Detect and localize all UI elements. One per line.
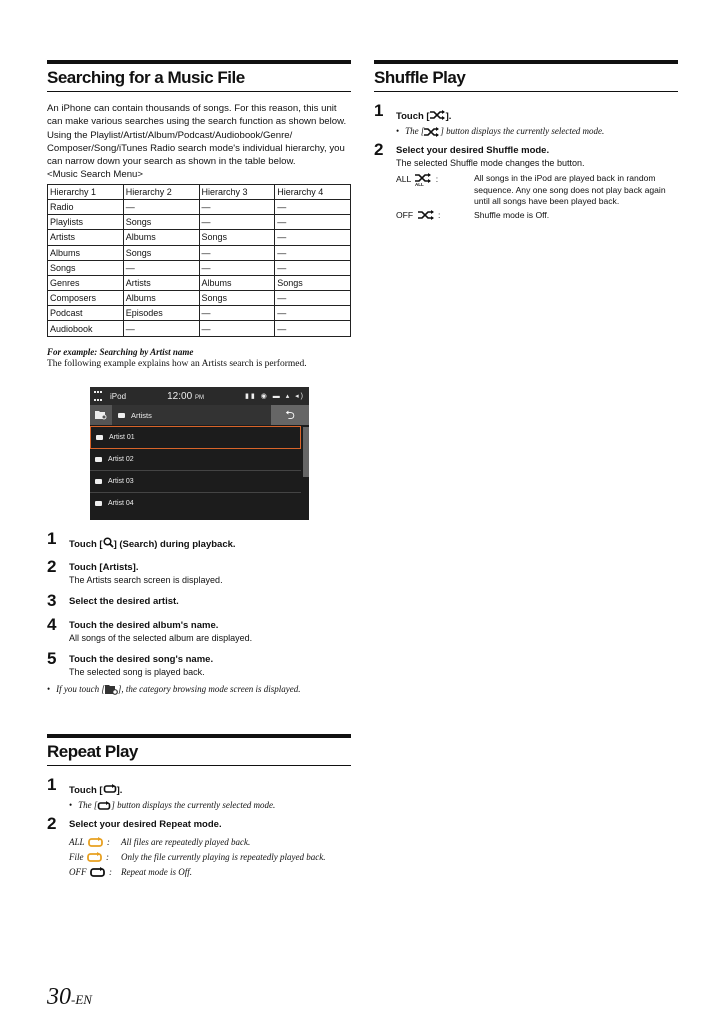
table-cell: Radio	[48, 199, 124, 214]
hierarchy-table	[47, 184, 351, 337]
table-cell: Albums	[199, 275, 275, 290]
repeat-off-icon	[89, 867, 107, 879]
table-row	[48, 199, 351, 214]
repeat-section-header	[47, 734, 351, 766]
right-column	[374, 60, 678, 223]
table-cell: —	[199, 321, 275, 336]
search-icon	[103, 537, 114, 548]
shuffle-mode-all: ALL ALL : All songs in the iPod are played back in random sequence. Any one song does not play back again until all songs have been played back.	[396, 173, 666, 206]
shuffle-step-1-note: • The [ ] button displays the currently selected mode.	[396, 126, 605, 136]
repeat-step-2: 2 Select your desired Repeat mode.	[47, 814, 222, 833]
table-cell: Songs	[123, 215, 199, 230]
page-number: 30-EN	[47, 984, 92, 1010]
repeat-section-title: Repeat Play	[47, 742, 138, 761]
repeat-all-icon	[87, 837, 105, 849]
table-cell: —	[275, 306, 351, 321]
shuffle-icon	[424, 127, 440, 137]
menu-grid-icon[interactable]	[94, 391, 102, 401]
search-section-title: Searching for a Music File	[47, 68, 245, 87]
table-cell: Podcast	[48, 306, 124, 321]
source-label: iPod	[110, 391, 127, 401]
table-cell: Artists	[48, 230, 124, 245]
ipod-artists-screen	[90, 387, 309, 520]
table-cell: —	[275, 321, 351, 336]
table-cell: Albums	[123, 230, 199, 245]
table-cell: —	[199, 260, 275, 275]
example-description: The following example explains how an Artists search is performed.	[47, 358, 307, 369]
folder-icon	[96, 435, 103, 440]
table-cell: —	[199, 215, 275, 230]
shuffle-section-header	[374, 60, 678, 92]
table-cell: —	[275, 199, 351, 214]
table-row	[48, 260, 351, 275]
music-search-menu-label: <Music Search Menu>	[47, 169, 143, 181]
repeat-step-1: 1 Touch [ ]. • The [ ] button displays the currently selected mode.	[47, 775, 276, 810]
table-header-cell: Hierarchy 3	[199, 184, 275, 199]
breadcrumb-bar	[90, 405, 309, 425]
table-cell: Episodes	[123, 306, 199, 321]
folder-icon	[95, 501, 102, 506]
table-row	[48, 321, 351, 336]
search-step-2: 2 Touch [Artists]. The Artists search screen is displayed.	[47, 557, 223, 585]
shuffle-all-icon	[413, 173, 433, 186]
list-item[interactable]: Artist 02	[90, 449, 301, 471]
list-item[interactable]: Artist 01	[90, 426, 301, 449]
step-number: 2	[374, 140, 384, 159]
table-cell: Songs	[275, 275, 351, 290]
table-cell: —	[275, 291, 351, 306]
step-number: 2	[47, 557, 57, 576]
table-cell: Albums	[48, 245, 124, 260]
folder-icon	[95, 457, 102, 462]
repeat-mode-list	[69, 835, 351, 880]
table-cell: Songs	[123, 245, 199, 260]
table-cell: —	[123, 260, 199, 275]
table-row	[48, 215, 351, 230]
step-number: 1	[47, 775, 57, 794]
repeat-mode-all: ALL : All files are repeatedly played back.	[69, 837, 251, 847]
scrollbar[interactable]	[303, 427, 309, 477]
table-cell: —	[275, 245, 351, 260]
table-header-cell: Hierarchy 1	[48, 184, 124, 199]
table-cell: Audiobook	[48, 321, 124, 336]
table-cell: —	[123, 199, 199, 214]
repeat-section	[47, 734, 351, 880]
shuffle-section-title: Shuffle Play	[374, 68, 466, 87]
search-step-4: 4 Touch the desired album's name. All songs of the selected album are displayed.	[47, 615, 253, 643]
step-number: 2	[47, 814, 57, 833]
table-header-cell: Hierarchy 4	[275, 184, 351, 199]
clock-ampm: PM	[194, 394, 204, 401]
table-cell: Playlists	[48, 215, 124, 230]
list-item[interactable]: Artist 03	[90, 471, 301, 493]
shuffle-icon	[430, 110, 446, 120]
step-number: 1	[374, 101, 384, 120]
search-step-3: 3 Select the desired artist.	[47, 591, 179, 610]
repeat-step-1-note: • The [ ] button displays the currently selected mode.	[69, 800, 276, 810]
list-item[interactable]: Artist 04	[90, 493, 301, 514]
status-bar	[90, 387, 309, 405]
table-cell: Songs	[199, 291, 275, 306]
table-cell: —	[275, 230, 351, 245]
table-cell: —	[199, 306, 275, 321]
table-cell: —	[199, 245, 275, 260]
table-row	[48, 275, 351, 290]
shuffle-off-icon	[416, 210, 436, 221]
search-step-5: 5 Touch the desired song's name. The selected song is played back.	[47, 649, 214, 677]
folder-search-icon	[105, 684, 118, 695]
step-number: 5	[47, 649, 57, 668]
left-column	[47, 60, 351, 877]
repeat-mode-off: OFF : Repeat mode is Off.	[69, 867, 192, 877]
table-cell: —	[275, 215, 351, 230]
step-number: 3	[47, 591, 57, 610]
table-cell: Songs	[48, 260, 124, 275]
breadcrumb-label: Artists	[131, 410, 152, 420]
shuffle-mode-list	[396, 173, 678, 221]
search-note: • If you touch [ ], the category browsing mode screen is displayed.	[47, 684, 301, 694]
table-cell: Composers	[48, 291, 124, 306]
category-browse-button[interactable]	[90, 405, 112, 425]
repeat-file-icon	[86, 852, 104, 864]
folder-search-icon	[95, 410, 107, 420]
step-number: 1	[47, 529, 57, 548]
shuffle-step-1: 1 Touch [ ]. • The [ ] button displays the currently selected mode.	[374, 101, 605, 136]
table-cell: —	[275, 260, 351, 275]
table-cell: Artists	[123, 275, 199, 290]
clock	[167, 391, 204, 402]
table-row	[48, 230, 351, 245]
repeat-icon	[103, 784, 117, 794]
folder-icon	[118, 413, 125, 418]
search-steps	[47, 530, 351, 695]
table-cell: Songs	[199, 230, 275, 245]
table-cell: —	[199, 199, 275, 214]
example-title: For example: Searching by Artist name	[47, 346, 194, 357]
status-icons: ▮▮ ◉ ▬ ▴ ◂)	[245, 393, 305, 400]
table-row	[48, 306, 351, 321]
svg-text:ALL: ALL	[415, 182, 425, 186]
shuffle-step-2: 2 Select your desired Shuffle mode. The selected Shuffle mode changes the button.	[374, 140, 585, 168]
search-intro: An iPhone can contain thousands of songs. For this reason, this unit can make various searches using the search function as shown below. Using the Playlist/Artist/Album/Podcast/Audiobook/Genre/ Composer/Song/iTunes Radio search mode's individual hierarchy, you can narrow down your search as shown in the table below.	[47, 103, 347, 168]
search-section-header	[47, 60, 351, 92]
table-row	[48, 245, 351, 260]
step-number: 4	[47, 615, 57, 634]
repeat-icon	[97, 801, 111, 811]
clock-time: 12:00	[167, 390, 193, 402]
table-cell: Albums	[123, 291, 199, 306]
table-header-row	[48, 184, 351, 199]
shuffle-mode-off: OFF : Shuffle mode is Off.	[396, 209, 550, 220]
repeat-mode-file: File : Only the file currently playing is repeatedly played back.	[69, 852, 326, 862]
table-cell: —	[123, 321, 199, 336]
back-button[interactable]: ⮌	[271, 405, 309, 425]
artist-list	[90, 426, 309, 514]
table-cell: Genres	[48, 275, 124, 290]
table-header-cell: Hierarchy 2	[123, 184, 199, 199]
table-row	[48, 291, 351, 306]
search-step-1: 1 Touch [ ] (Search) during playback.	[47, 529, 236, 550]
folder-icon	[95, 479, 102, 484]
